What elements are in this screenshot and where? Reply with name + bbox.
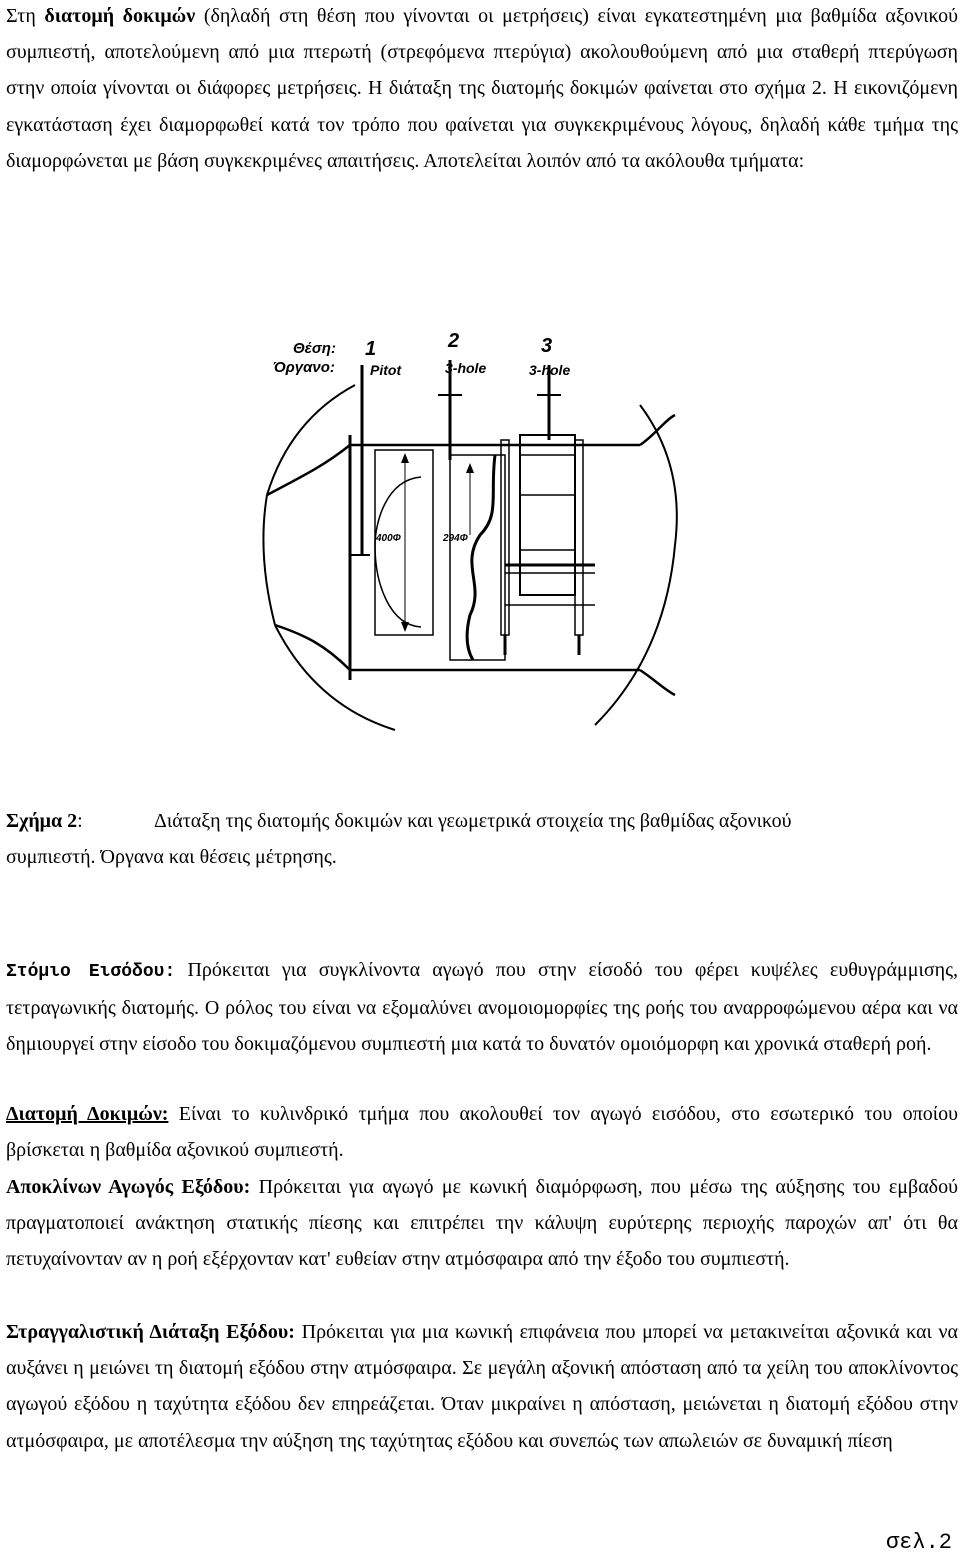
figure-position-3: 3 <box>541 335 553 357</box>
figure-caption-text-1: Διάταξη της διατομής δοκιμών και γεωμετρικά στοιχεία της βαθμίδας αξονικού <box>154 810 792 832</box>
section-inlet-title: Στόμιο Εισόδου: <box>6 962 176 982</box>
figure-instrument-label: Όργανο: <box>273 359 335 376</box>
figure-caption-colon: : <box>77 810 83 832</box>
intro-bold-term: διατομή δοκιμών <box>44 5 196 27</box>
section-inlet <box>6 952 958 1063</box>
section-inlet-body: Πρόκειται για συγκλίνοντα αγωγό που στην είσοδό του φέρει κυψέλες ευθυγράμμισης, τετραγωνικής διατομής. Ο ρόλος του είναι να εξομαλύνει ανομοιομορφίες της ροής του αναρροφώμενου αέρα και να δημιουργεί στην είσοδο του δοκιμαζόμενου συμπιεστή μια κατά το δυνατόν ομοιόμορφη και χρονικά σταθερή ροή. <box>6 959 958 1056</box>
section-diffuser-title: Αποκλίνων Αγωγός Εξόδου: <box>6 1176 251 1198</box>
section-test-section-body: Είναι το κυλινδρικό τμήμα που ακολουθεί τον αγωγό εισόδου, στο εσωτερικό του οποίου βρίσκεται η βαθμίδα αξονικού συμπιεστή. <box>6 1103 958 1162</box>
figure-position-label: Θέση: <box>293 340 336 357</box>
section-throttle-body: Πρόκειται για μια κωνική επιφάνεια που μπορεί να μετακινείται αξονικά και να αυξάνει η μειώνει τη διατομή εξόδου στην ατμόσφαιρα. Σε μεγάλη αξονική απόσταση από τα χείλη του αποκλίνοντος αγωγού εξόδου η ταχύτητα εξόδου δεν επηρεάζεται. Όταν μικραίνει η απόσταση, μειώνεται η διατομή εξόδου στην ατμόσφαιρα, με αποτέλεσμα την αύξηση της ταχύτητας εξόδου και συνεπώς των απωλειών σε δυναμική πίεση <box>6 1321 958 1452</box>
figure-caption-text-2: συμπιεστή. Όργανα και θέσεις μέτρησης. <box>6 846 337 868</box>
compressor-test-section-drawing <box>245 325 685 745</box>
intro-paragraph <box>6 0 958 179</box>
figure-instrument-2: 3-hole <box>445 360 487 376</box>
figure-dimension-294: 294Φ <box>443 533 468 544</box>
intro-start: Στη <box>6 5 45 27</box>
section-diffuser-body: Πρόκειται για αγωγό με κωνική διαμόρφωση, που μέσω της αύξησης του εμβαδού πραγματοποιεί ανάκτηση στατικής πίεσης και επιτρέπει την κάλυψη ευρύτερης περιοχής παροχών απ' ότι θα πετυχαίνονταν αν η ροή εξέρχονταν κατ' ευθείαν στην ατμόσφαιρα από την έξοδο του συμπιεστή. <box>6 1176 958 1271</box>
section-test-section <box>6 1096 958 1168</box>
figure-caption-line-1 <box>6 803 958 839</box>
figure-instrument-3: 3-hole <box>529 362 571 378</box>
page-number: σελ.2 <box>885 1530 952 1555</box>
figure-caption-line-2 <box>6 839 337 875</box>
intro-rest: (δηλαδή στη θέση που γίνονται οι μετρήσεις) είναι εγκατεστημένη μια βαθμίδα αξονικού συμπιεστή, αποτελούμενη από μια πτερωτή (στρεφόμενα πτερύγια) ακολουθούμενη από μια σταθερή πτερύγωση στην οποία γίνονται οι διάφορες μετρήσεις. Η διάταξη της διατομής δοκιμών φαίνεται στο σχήμα 2. Η εικονιζόμενη εγκατάσταση έχει διαμορφωθεί κατά τον τρόπο που φαίνεται για συγκεκριμένους λόγους, δηλαδή κάθε τμήμα της διαμορφώνεται με βάση συγκεκριμένες απαιτήσεις. Αποτελείται λοιπόν από τα ακόλουθα τμήματα: <box>6 5 958 172</box>
section-diffuser <box>6 1169 958 1278</box>
figure-position-1: 1 <box>365 338 377 360</box>
section-test-section-title: Διατομή Δοκιμών: <box>6 1103 169 1125</box>
section-throttle-title: Στραγγαλιστική Διάταξη Εξόδου: <box>6 1321 295 1343</box>
figure-instrument-1: Pitot <box>370 362 402 378</box>
figure-dimension-400: 400Φ <box>376 533 401 544</box>
figure-2-diagram <box>245 325 685 745</box>
section-throttle <box>6 1314 958 1459</box>
figure-caption-label: Σχήμα 2 <box>6 810 78 832</box>
figure-position-2: 2 <box>448 330 460 352</box>
